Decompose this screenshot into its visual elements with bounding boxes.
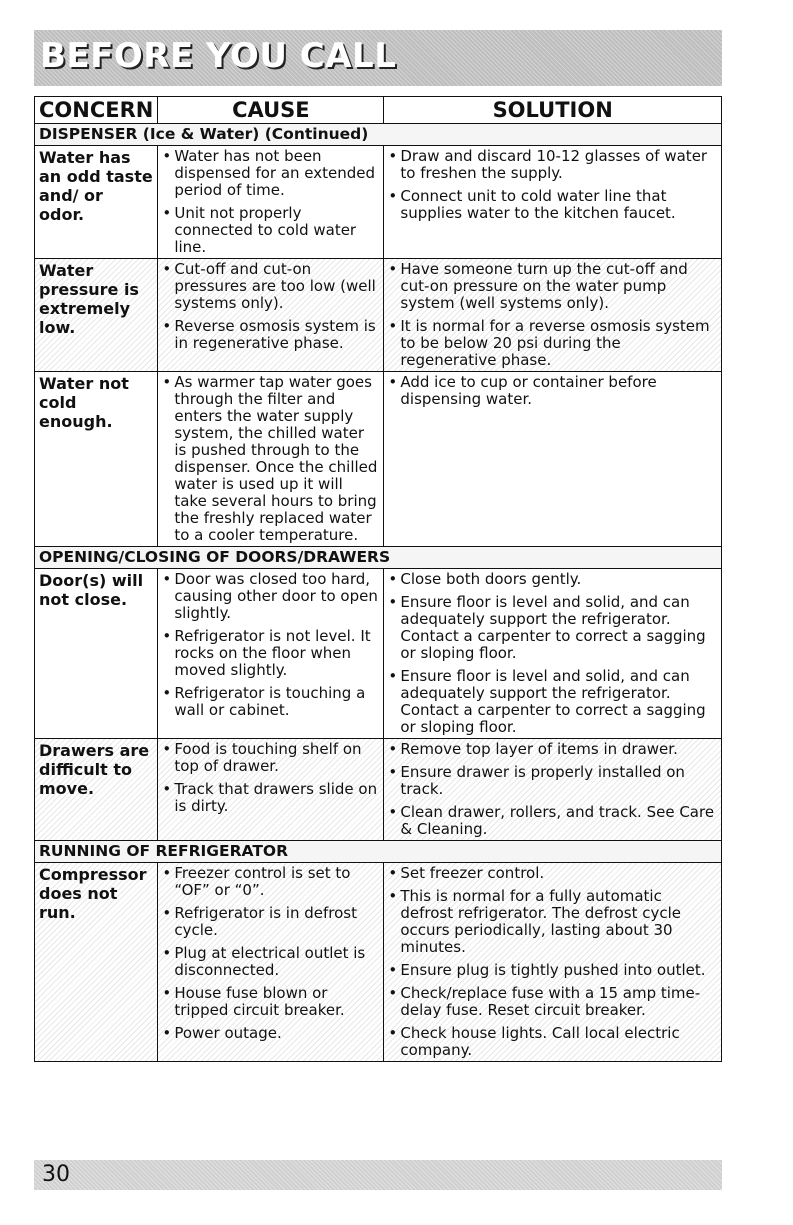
- bullet-text: Refrigerator is in defrost cycle.: [174, 904, 357, 939]
- cause-cell: [158, 372, 384, 547]
- bullet-item: [388, 594, 717, 662]
- bullet-text: Freezer control is set to “OF” or “0”.: [174, 864, 351, 899]
- bullet-dot-icon: •: [388, 317, 398, 335]
- bullet-text: Close both doors gently.: [400, 570, 582, 588]
- bullet-text: Ensure floor is level and solid, and can adequately support the refrigerator. Contact a carpenter to correct a sagging or sloping floor.: [400, 593, 706, 662]
- bullet-dot-icon: •: [388, 1024, 398, 1042]
- concern-cell: Door(s) will not close.: [35, 569, 158, 739]
- bullet-dot-icon: •: [388, 984, 398, 1002]
- solution-cell: [384, 372, 722, 547]
- bullet-dot-icon: •: [162, 317, 172, 335]
- bullet-item: [162, 781, 379, 815]
- solution-header: SOLUTION: [384, 97, 722, 124]
- bullet-item: [388, 571, 717, 588]
- bullet-text: Refrigerator is touching a wall or cabinet.: [174, 684, 366, 719]
- bullet-text: Have someone turn up the cut-off and cut-on pressure on the water pump system (well systems only).: [400, 260, 688, 312]
- bullet-item: [162, 261, 379, 312]
- page-header-banner: [34, 30, 722, 86]
- bullet-text: Set freezer control.: [400, 864, 545, 882]
- bullet-dot-icon: •: [162, 627, 172, 645]
- bullet-text: Food is touching shelf on top of drawer.: [174, 740, 362, 775]
- bullet-dot-icon: •: [162, 684, 172, 702]
- bullet-dot-icon: •: [162, 204, 172, 222]
- section-row: [35, 124, 722, 146]
- bullet-text: Track that drawers slide on is dirty.: [174, 780, 378, 815]
- bullet-text: House fuse blown or tripped circuit breaker.: [174, 984, 345, 1019]
- bullet-dot-icon: •: [162, 780, 172, 798]
- bullet-item: [388, 741, 717, 758]
- bullet-text: Ensure drawer is properly installed on track.: [400, 763, 685, 798]
- page-footer-bar: [34, 1160, 722, 1190]
- bullet-dot-icon: •: [162, 740, 172, 758]
- bullet-item: [162, 685, 379, 719]
- table-row: [35, 863, 722, 1062]
- cause-cell: [158, 259, 384, 372]
- bullet-text: Unit not properly connected to cold water line.: [174, 204, 357, 256]
- bullet-item: [162, 318, 379, 352]
- bullet-dot-icon: •: [388, 260, 398, 278]
- bullet-text: Ensure plug is tightly pushed into outlet.: [400, 961, 706, 979]
- bullet-text: Reverse osmosis system is in regenerative phase.: [174, 317, 376, 352]
- troubleshooting-table: [34, 96, 722, 1062]
- bullet-dot-icon: •: [162, 864, 172, 882]
- concern-cell: Compressor does not run.: [35, 863, 158, 1062]
- page-number: 30: [42, 1162, 70, 1187]
- bullet-dot-icon: •: [388, 373, 398, 391]
- table-row: [35, 372, 722, 547]
- bullet-item: [388, 804, 717, 838]
- bullet-dot-icon: •: [388, 864, 398, 882]
- bullet-dot-icon: •: [388, 593, 398, 611]
- bullet-item: [388, 985, 717, 1019]
- section-row: [35, 841, 722, 863]
- section-title: DISPENSER (Ice & Water) (Continued): [35, 124, 722, 146]
- bullet-dot-icon: •: [388, 803, 398, 821]
- table-body: [35, 124, 722, 1062]
- bullet-text: Draw and discard 10-12 glasses of water to freshen the supply.: [400, 147, 708, 182]
- bullet-item: [162, 741, 379, 775]
- concern-cell: Drawers are difficult to move.: [35, 739, 158, 841]
- bullet-dot-icon: •: [162, 373, 172, 391]
- bullet-text: Check/replace fuse with a 15 amp time-delay fuse. Reset circuit breaker.: [400, 984, 701, 1019]
- bullet-text: Clean drawer, rollers, and track. See Care & Cleaning.: [400, 803, 715, 838]
- bullet-item: [162, 148, 379, 199]
- bullet-item: [388, 374, 717, 408]
- bullet-item: [388, 888, 717, 956]
- bullet-dot-icon: •: [162, 944, 172, 962]
- bullet-text: As warmer tap water goes through the filter and enters the water supply system, the chilled water is pushed through to the dispenser. Once the chilled water is used up it will take several hours to bring the freshly replaced water to a cooler temperature.: [174, 373, 378, 544]
- bullet-item: [388, 261, 717, 312]
- bullet-text: It is normal for a reverse osmosis system to be below 20 psi during the regenerative phase.: [400, 317, 710, 369]
- bullet-item: [162, 1025, 379, 1042]
- bullet-item: [388, 148, 717, 182]
- table-header-row: [35, 97, 722, 124]
- bullet-item: [162, 374, 379, 544]
- bullet-dot-icon: •: [388, 147, 398, 165]
- bullet-text: Cut-off and cut-on pressures are too low (well systems only).: [174, 260, 376, 312]
- bullet-item: [388, 764, 717, 798]
- bullet-dot-icon: •: [162, 1024, 172, 1042]
- table-row: [35, 146, 722, 259]
- table-row: [35, 259, 722, 372]
- bullet-item: [162, 205, 379, 256]
- bullet-text: Water has not been dispensed for an extended period of time.: [174, 147, 376, 199]
- table-row: [35, 569, 722, 739]
- concern-cell: Water pressure is extremely low.: [35, 259, 158, 372]
- solution-cell: [384, 739, 722, 841]
- page-title: BEFORE YOU CALL: [40, 36, 397, 76]
- bullet-dot-icon: •: [388, 763, 398, 781]
- table-row: [35, 739, 722, 841]
- cause-cell: [158, 863, 384, 1062]
- bullet-text: Power outage.: [174, 1024, 282, 1042]
- bullet-dot-icon: •: [162, 147, 172, 165]
- bullet-dot-icon: •: [162, 904, 172, 922]
- bullet-item: [162, 628, 379, 679]
- bullet-text: Check house lights. Call local electric company.: [400, 1024, 680, 1059]
- solution-cell: [384, 569, 722, 739]
- bullet-text: Door was closed too hard, causing other door to open slightly.: [174, 570, 378, 622]
- concern-header: CONCERN: [35, 97, 158, 124]
- solution-cell: [384, 259, 722, 372]
- solution-cell: [384, 863, 722, 1062]
- concern-cell: Water has an odd taste and/ or odor.: [35, 146, 158, 259]
- cause-header: CAUSE: [158, 97, 384, 124]
- bullet-item: [388, 865, 717, 882]
- bullet-item: [388, 318, 717, 369]
- bullet-item: [388, 188, 717, 222]
- bullet-text: Plug at electrical outlet is disconnected.: [174, 944, 366, 979]
- bullet-dot-icon: •: [388, 187, 398, 205]
- section-row: [35, 547, 722, 569]
- bullet-dot-icon: •: [388, 961, 398, 979]
- bullet-item: [388, 962, 717, 979]
- bullet-text: Add ice to cup or container before dispensing water.: [400, 373, 657, 408]
- solution-cell: [384, 146, 722, 259]
- bullet-dot-icon: •: [388, 887, 398, 905]
- section-title: OPENING/CLOSING OF DOORS/DRAWERS: [35, 547, 722, 569]
- bullet-dot-icon: •: [388, 740, 398, 758]
- bullet-item: [162, 571, 379, 622]
- bullet-text: This is normal for a fully automatic defrost refrigerator. The defrost cycle occurs periodically, lasting about 30 minutes.: [400, 887, 682, 956]
- bullet-item: [162, 945, 379, 979]
- section-title: RUNNING OF REFRIGERATOR: [35, 841, 722, 863]
- cause-cell: [158, 146, 384, 259]
- concern-cell: Water not cold enough.: [35, 372, 158, 547]
- bullet-item: [162, 985, 379, 1019]
- bullet-item: [162, 865, 379, 899]
- cause-cell: [158, 739, 384, 841]
- bullet-text: Remove top layer of items in drawer.: [400, 740, 678, 758]
- bullet-text: Refrigerator is not level. It rocks on the floor when moved slightly.: [174, 627, 371, 679]
- bullet-dot-icon: •: [162, 260, 172, 278]
- bullet-text: Connect unit to cold water line that supplies water to the kitchen faucet.: [400, 187, 676, 222]
- bullet-item: [388, 1025, 717, 1059]
- bullet-dot-icon: •: [388, 667, 398, 685]
- bullet-dot-icon: •: [388, 570, 398, 588]
- bullet-item: [388, 668, 717, 736]
- cause-cell: [158, 569, 384, 739]
- bullet-dot-icon: •: [162, 984, 172, 1002]
- bullet-dot-icon: •: [162, 570, 172, 588]
- bullet-text: Ensure floor is level and solid, and can adequately support the refrigerator. Contact a carpenter to correct a sagging or sloping floor.: [400, 667, 706, 736]
- bullet-item: [162, 905, 379, 939]
